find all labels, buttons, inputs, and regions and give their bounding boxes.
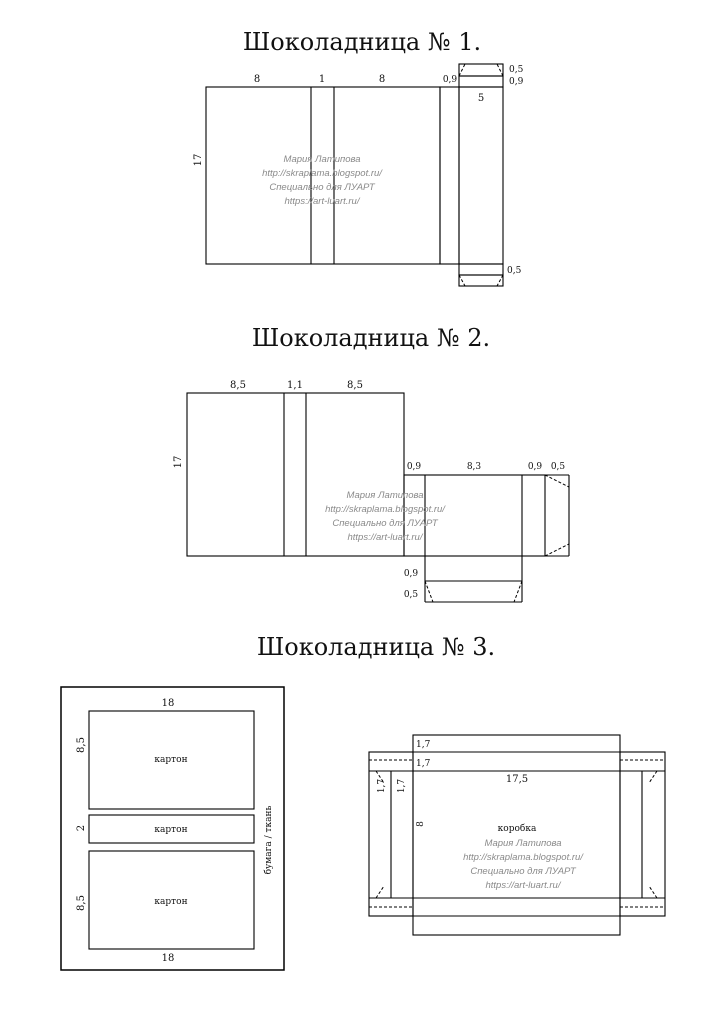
- dim-d1-bottom: 0,5: [507, 266, 522, 276]
- dim-d2-height: 17: [173, 455, 184, 469]
- dim-d1-spine: 1: [318, 74, 326, 85]
- dim-d2-flap-a: 0,9: [406, 462, 422, 472]
- bottom-flap-outer: [459, 275, 503, 286]
- dim-d3-side1: 1,7: [377, 778, 387, 794]
- diagram-2-title: Шоколадница № 2.: [251, 324, 491, 352]
- bottom-tab-dash-left: [459, 275, 465, 286]
- bottom-flap-inner: [459, 264, 503, 275]
- dim-d1-top-b: 0,9: [509, 77, 524, 87]
- left-corner-dash-bottom: [376, 886, 384, 898]
- dim-d2-spine: 1,1: [287, 380, 303, 391]
- box-side: [459, 87, 503, 264]
- dim-d2-w2: 8,5: [347, 380, 363, 391]
- panel-label-2: картон: [154, 825, 188, 835]
- diagram-3: [61, 633, 665, 970]
- dim-d3-side2: 1,7: [397, 778, 407, 794]
- watermark-3: [463, 838, 584, 891]
- top-flap-inner: [459, 76, 503, 87]
- watermark-1-name: Мария Латипова: [283, 154, 361, 165]
- watermark-2-note: Специально для ЛУАРТ: [332, 518, 438, 529]
- dim-d3-width: 17,5: [505, 774, 529, 785]
- diagram-3-title: Шоколадница № 3.: [256, 633, 496, 661]
- dim-d1-w1: 8: [253, 74, 261, 85]
- dim-d3-width-top: 18: [161, 698, 175, 709]
- dim-d1-top-a: 0,5: [509, 65, 524, 75]
- box-label: коробка: [497, 824, 537, 834]
- dim-d3-height: 8: [416, 821, 426, 827]
- watermark-3-name: Мария Латипова: [484, 838, 562, 849]
- dim-d2-flap-b: 0,9: [527, 462, 543, 472]
- watermark-3-blog: http://skraplama.blogspot.ru/: [463, 852, 583, 863]
- dim-d3-h2: 2: [76, 824, 87, 832]
- diagram-2: [173, 324, 569, 602]
- top-tab-dash-right: [497, 64, 503, 76]
- dim-d1-height: 17: [193, 153, 204, 167]
- top-flap-outer: [459, 64, 503, 76]
- watermark-2: [325, 490, 446, 543]
- box-net-outline: [413, 735, 620, 935]
- dim-d2-w1: 8,5: [230, 380, 246, 391]
- dim-d3-h1: 8,5: [76, 737, 87, 753]
- end-tab-dash-top-2: [545, 475, 569, 487]
- panel-label-1: картон: [154, 755, 188, 765]
- dim-d3-h3: 8,5: [76, 895, 87, 911]
- cover-layout: [61, 687, 284, 970]
- bottom-tab-dash-right: [497, 275, 503, 286]
- dim-d3-top2: 1,7: [416, 759, 431, 769]
- dim-d1-w2: 8: [378, 74, 386, 85]
- panel-label-3: картон: [154, 897, 188, 907]
- end-tab-dash-bottom-2: [545, 544, 569, 556]
- watermark-1-note: Специально для ЛУАРТ: [269, 182, 375, 193]
- watermark-1: [262, 154, 383, 207]
- watermark-2-name: Мария Латипова: [346, 490, 424, 501]
- right-corner-dash-bottom: [649, 886, 657, 898]
- side-flap: [440, 87, 459, 264]
- watermark-3-note: Специально для ЛУАРТ: [470, 866, 576, 877]
- side-label: бумага / ткань: [264, 805, 274, 875]
- dim-d3-top1: 1,7: [416, 740, 431, 750]
- diagram-1: [193, 28, 524, 286]
- bottom-tab-dash-left-2: [425, 581, 433, 602]
- box-net: [369, 735, 665, 935]
- watermark-1-site: https://art-luart.ru/: [284, 196, 360, 207]
- dim-d2-tab: 0,5: [550, 462, 566, 472]
- watermark-2-blog: http://skraplama.blogspot.ru/: [325, 504, 445, 515]
- bottom-tab-dash-right-2: [514, 581, 522, 602]
- dim-d2-below-a: 0,9: [403, 569, 419, 579]
- top-tab-dash-left: [459, 64, 465, 76]
- right-corner-dash-top: [649, 771, 657, 783]
- dim-d1-side: 5: [477, 93, 485, 104]
- watermark-1-blog: http://skraplama.blogspot.ru/: [262, 168, 382, 179]
- diagram-1-title: Шоколадница № 1.: [242, 28, 482, 56]
- dim-d3-width-bottom: 18: [161, 953, 175, 964]
- dim-d1-flap: 0,9: [442, 75, 458, 85]
- dim-d2-below-b: 0,5: [403, 590, 419, 600]
- watermark-3-site: https://art-luart.ru/: [485, 880, 561, 891]
- watermark-2-site: https://art-luart.ru/: [347, 532, 423, 543]
- dim-d2-box: 8,3: [466, 462, 482, 472]
